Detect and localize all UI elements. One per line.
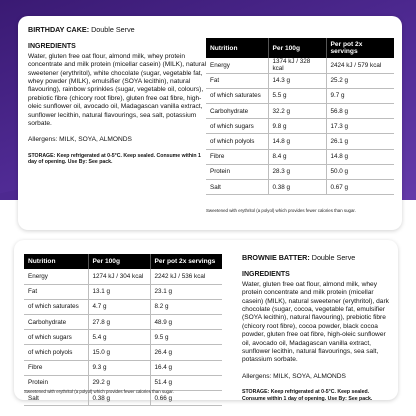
table-row [206, 58, 394, 73]
per-100g-value: 28.3 g [268, 164, 326, 179]
per-pot-value: 51.4 g [150, 375, 222, 390]
nutrient-name: Salt [24, 391, 88, 406]
per-100g-value: 8.4 g [268, 149, 326, 164]
nutrient-name: of which saturates [24, 299, 88, 314]
per-100g-value: 27.8 g [88, 315, 150, 330]
per-pot-value: 9.7 g [326, 88, 394, 103]
per-100g-value: 13.1 g [88, 284, 150, 299]
nutrient-name: of which polyols [24, 345, 88, 360]
per-100g-value: 14.3 g [268, 73, 326, 88]
allergens-text: Allergens: MILK, SOYA, ALMONDS [242, 372, 346, 380]
product-title-rest: Double Serve [89, 25, 135, 34]
table-row [206, 164, 394, 179]
storage-text: STORAGE: Keep refrigerated at 0-5°C. Keep sealed. Consume within 1 day of opening. Use By: See pack. [28, 152, 201, 166]
nutrient-name: Protein [24, 375, 88, 390]
table-row [24, 345, 222, 360]
per-pot-value: 17.3 g [326, 119, 394, 134]
nutrient-name: of which sugars [206, 119, 268, 134]
per-100g-value: 1274 kJ / 304 kcal [88, 269, 150, 284]
ingredients-text: Water, gluten free oat flour, almond milk, whey protein concentrate and milk protein (micellar casein) (MILK), natural sweetener (erythritol), dark chocolate (sugar, cocoa, vegetable fat, emulsifier (SOYA lecithin), natural flavouring), prebiotic fibre (chicory root fibre), cocoa powder, black cocoa powder, gluten free oat fibre, high-oleic sunflower oil, avocado oil, Madagascan vanilla extract, sunflower lecithin, natural flavourings, sea salt, potassium sorbate. [242, 280, 389, 364]
sweetener-footnote: Sweetened with erythritol (a polyol) which provides fewer calories than sugar. [206, 208, 356, 213]
per-100g-value: 0.38 g [88, 391, 150, 406]
storage-text: STORAGE: Keep refrigerated at 0-5°C. Keep sealed. Consume within 1 day of opening. Use By: See pack. [242, 389, 373, 402]
ingredients-heading: INGREDIENTS [28, 43, 76, 51]
per-pot-value: 2424 kJ / 579 kcal [326, 58, 394, 73]
table-row [24, 269, 222, 284]
sweetener-footnote: Sweetened with erythritol (a polyol) which provides fewer calories than sugar. [24, 389, 174, 394]
per-100g-value: 32.2 g [268, 104, 326, 119]
nutrition-header: Nutrition [24, 254, 88, 269]
table-row [24, 315, 222, 330]
per-100g-value: 14.8 g [268, 134, 326, 149]
per-pot-value: 16.4 g [150, 360, 222, 375]
ingredients-heading: INGREDIENTS [242, 271, 290, 279]
nutrition-table [206, 38, 394, 195]
nutrient-name: Fibre [206, 149, 268, 164]
table-row [24, 330, 222, 345]
nutrient-name: of which polyols [206, 134, 268, 149]
nutrition-table [24, 254, 222, 406]
per-pot-value: 0.67 g [326, 180, 394, 195]
nutrient-name: Fat [24, 284, 88, 299]
birthday-cake-info [28, 26, 208, 166]
table-row [206, 180, 394, 195]
per-100g-value: 29.2 g [88, 375, 150, 390]
per-100g-value: 0.38 g [268, 180, 326, 195]
per-pot-value: 26.4 g [150, 345, 222, 360]
product-title-bold: BIRTHDAY CAKE: [28, 25, 90, 34]
per-pot-header: Per pot 2x servings [150, 254, 222, 269]
per-100g-value: 5.5 g [268, 88, 326, 103]
table-row [206, 149, 394, 164]
per-pot-value: 48.9 g [150, 315, 222, 330]
product-title-bold: BROWNIE BATTER: [242, 253, 310, 262]
product-title [28, 26, 208, 34]
per-pot-value: 23.1 g [150, 284, 222, 299]
per-100g-header: Per 100g [88, 254, 150, 269]
birthday-cake-card [18, 16, 402, 230]
product-title-rest: Double Serve [309, 253, 356, 262]
per-pot-header: Per pot 2x servings [326, 38, 394, 58]
per-pot-value: 25.2 g [326, 73, 394, 88]
nutrition-header-row [24, 254, 222, 269]
per-100g-value: 9.8 g [268, 119, 326, 134]
brownie-batter-info [242, 254, 390, 402]
nutrient-name: Energy [206, 58, 268, 73]
per-100g-header: Per 100g [268, 38, 326, 58]
table-row [206, 73, 394, 88]
table-row [24, 284, 222, 299]
nutrient-name: Fat [206, 73, 268, 88]
table-row [24, 299, 222, 314]
table-row [206, 119, 394, 134]
nutrient-name: Energy [24, 269, 88, 284]
table-row [206, 134, 394, 149]
brownie-batter-card [14, 240, 398, 400]
per-pot-value: 56.8 g [326, 104, 394, 119]
nutrient-name: Carbohydrate [24, 315, 88, 330]
table-row [24, 360, 222, 375]
nutrient-name: Fibre [24, 360, 88, 375]
nutrient-name: Salt [206, 180, 268, 195]
allergens-text: Allergens: MILK, SOYA, ALMONDS [28, 136, 132, 144]
nutrient-name: Protein [206, 164, 268, 179]
per-pot-value: 2242 kJ / 536 kcal [150, 269, 222, 284]
nutrient-name: Carbohydrate [206, 104, 268, 119]
table-row [206, 104, 394, 119]
per-100g-value: 4.7 g [88, 299, 150, 314]
per-100g-value: 9.3 g [88, 360, 150, 375]
per-100g-value: 1374 kJ / 328 kcal [268, 58, 326, 73]
table-row [206, 88, 394, 103]
product-title [242, 254, 390, 262]
per-pot-value: 50.0 g [326, 164, 394, 179]
per-pot-value: 8.2 g [150, 299, 222, 314]
nutrient-name: of which saturates [206, 88, 268, 103]
nutrient-name: of which sugars [24, 330, 88, 345]
per-100g-value: 15.0 g [88, 345, 150, 360]
ingredients-text: Water, gluten free oat flour, almond milk, whey protein concentrate and milk protein (micellar casein) (MILK), natural sweetener (erythritol), white chocolate (sugar, vegetable fat, whey powder (MILK), emulsifier (SOYA lecithin), natural flavouring), rainbow sprinkles (sugar, vegetable oil, colours), prebiotic fibre (chicory root fibre), gluten free oat fibre, high-oleic sunflower oil, avocado oil, Madagascan vanilla extract, sunflower lecithin, natural flavourings, sea salt, potassium sorbate. [28, 52, 207, 128]
per-100g-value: 5.4 g [88, 330, 150, 345]
per-pot-value: 0.66 g [150, 391, 222, 406]
nutrition-header-row [206, 38, 394, 58]
nutrition-header: Nutrition [206, 38, 268, 58]
per-pot-value: 9.5 g [150, 330, 222, 345]
per-pot-value: 26.1 g [326, 134, 394, 149]
per-pot-value: 14.8 g [326, 149, 394, 164]
